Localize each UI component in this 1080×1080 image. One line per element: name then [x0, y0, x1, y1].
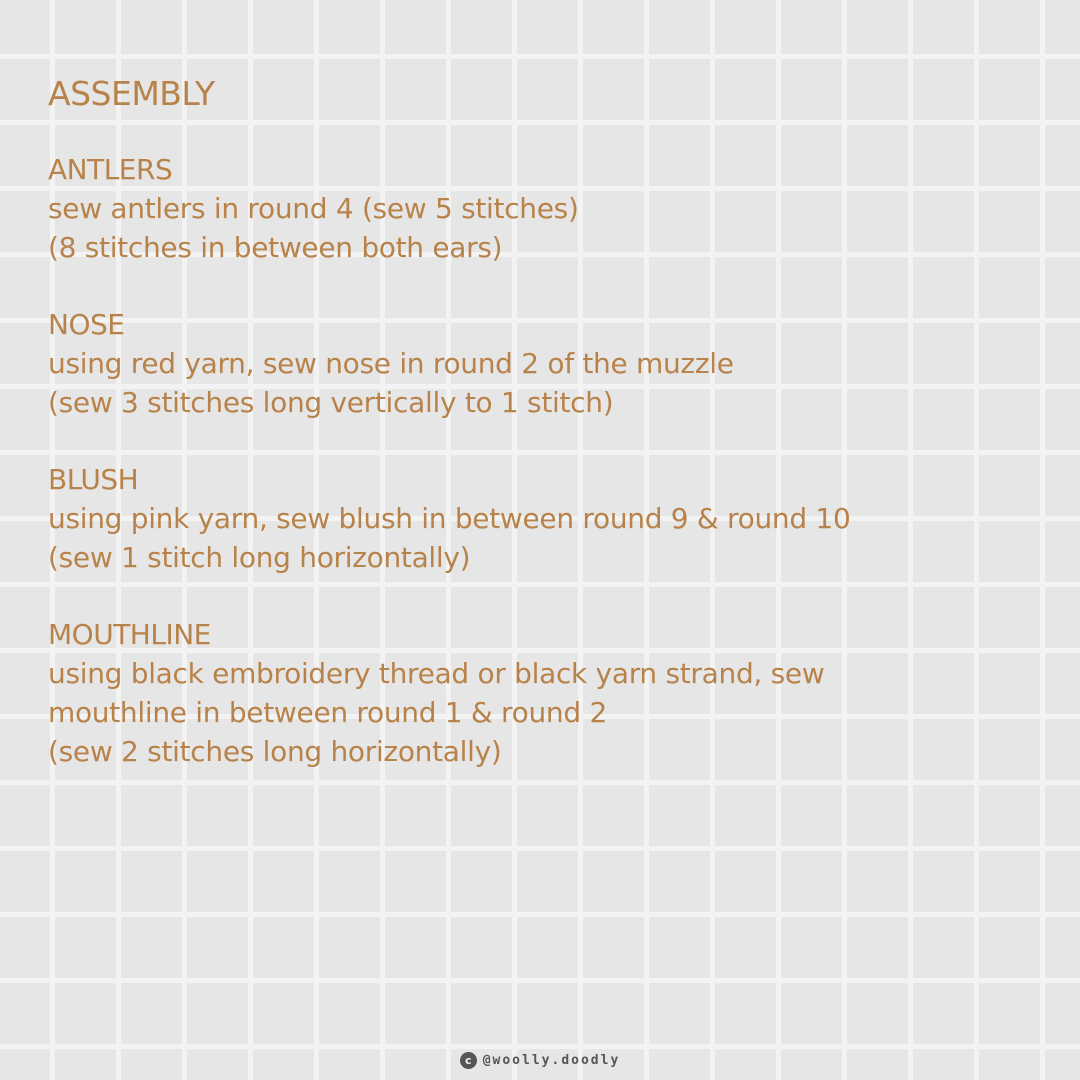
- instruction-line: using red yarn, sew nose in round 2 of the muzzle: [48, 347, 734, 380]
- section-body: [48, 654, 1048, 771]
- watermark: [0, 1052, 1080, 1069]
- section-heading: MOUTHLINE: [48, 618, 211, 651]
- section-blush: [48, 460, 1048, 577]
- instruction-line: (sew 1 stitch long horizontally): [48, 541, 471, 574]
- instruction-line: mouthline in between round 1 & round 2: [48, 696, 607, 729]
- instruction-line: (sew 2 stitches long horizontally): [48, 735, 502, 768]
- instruction-line: (sew 3 stitches long vertically to 1 stitch): [48, 386, 614, 419]
- instruction-line: (8 stitches in between both ears): [48, 231, 503, 264]
- section-heading: NOSE: [48, 308, 125, 341]
- section-antlers: [48, 150, 1048, 267]
- instruction-line: using pink yarn, sew blush in between round 9 & round 10: [48, 502, 851, 535]
- copyright-icon: c: [460, 1052, 477, 1069]
- section-nose: [48, 305, 1048, 422]
- section-mouthline: [48, 615, 1048, 771]
- section-body: [48, 499, 1048, 577]
- instruction-line: sew antlers in round 4 (sew 5 stitches): [48, 192, 579, 225]
- page-title: ASSEMBLY: [48, 74, 215, 113]
- section-heading: BLUSH: [48, 463, 139, 496]
- assembly-page: [48, 72, 1048, 809]
- section-body: [48, 344, 1048, 422]
- watermark-handle: @woolly.doodly: [482, 1053, 621, 1068]
- section-heading: ANTLERS: [48, 153, 173, 186]
- section-body: [48, 189, 1048, 267]
- instruction-line: using black embroidery thread or black yarn strand, sew: [48, 657, 825, 690]
